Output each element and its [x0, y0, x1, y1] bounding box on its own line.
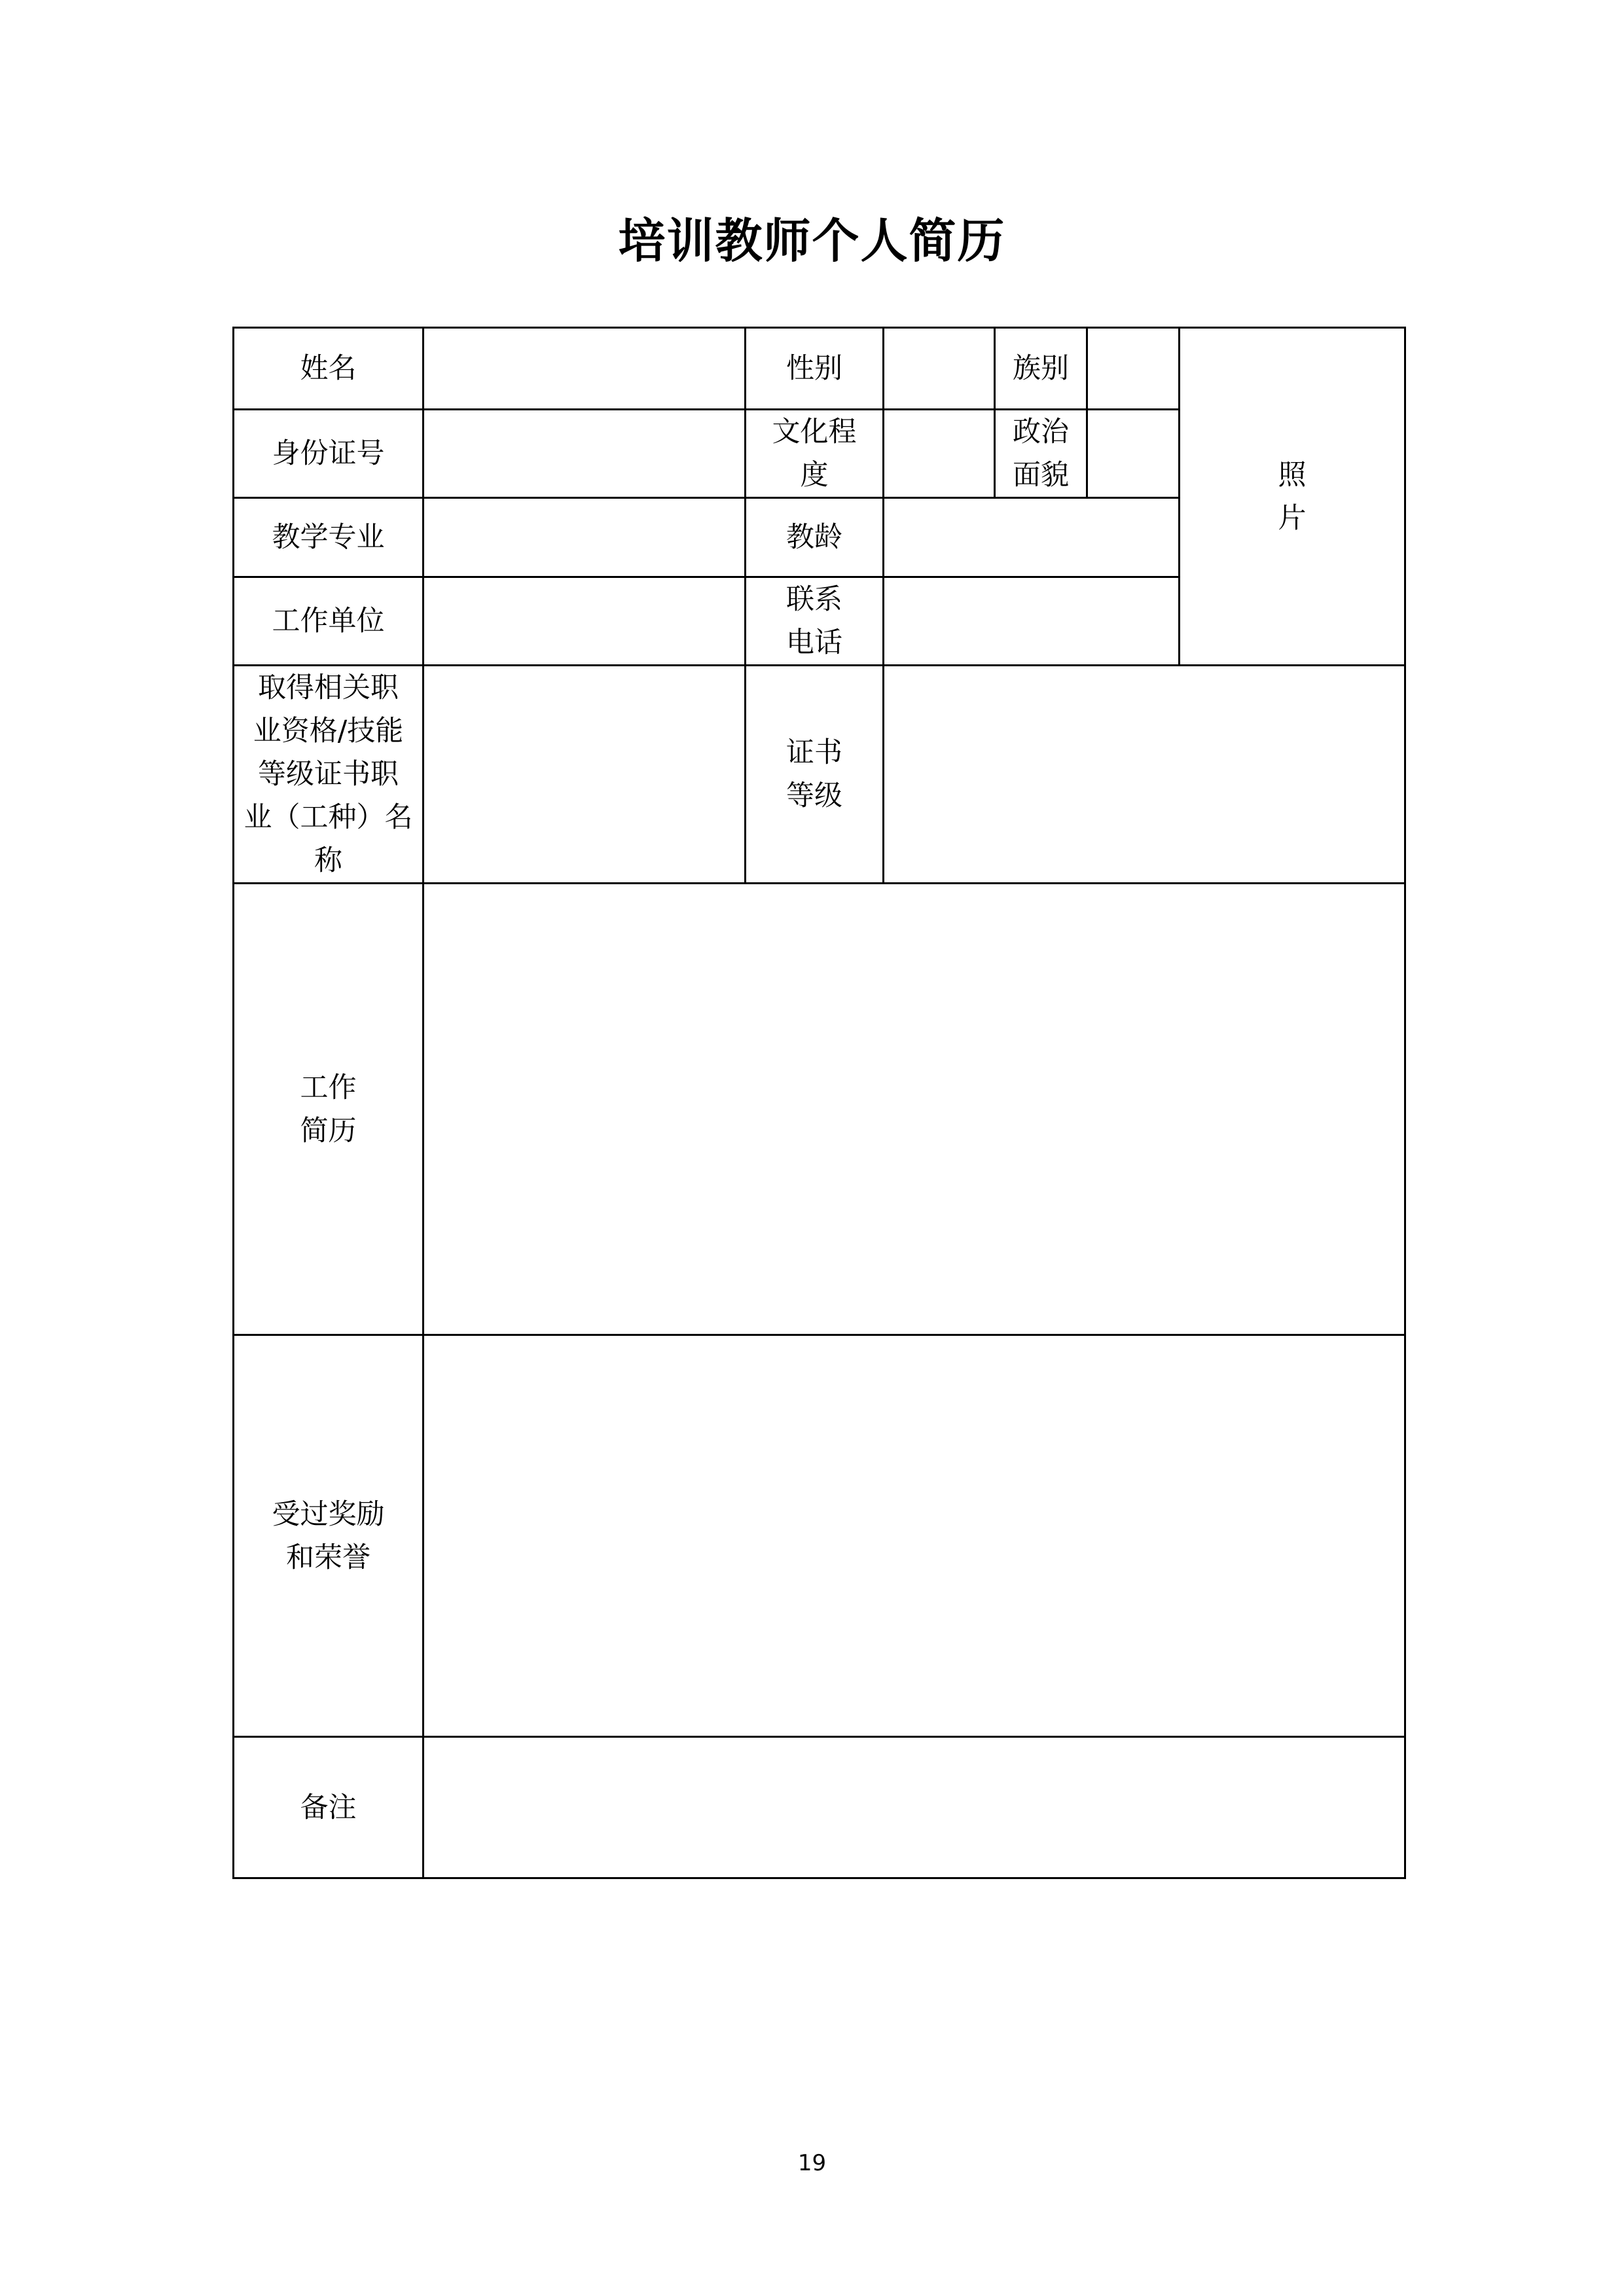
field-qualification[interactable]: [424, 666, 746, 884]
label-political: 政治 面貌: [995, 410, 1087, 498]
field-awards[interactable]: [424, 1335, 1405, 1737]
label-remarks: 备注: [234, 1737, 424, 1878]
label-phone: 联系 电话: [746, 577, 884, 666]
label-teaching-major: 教学专业: [234, 498, 424, 577]
label-work-unit: 工作单位: [234, 577, 424, 666]
photo-label-line1: 照: [1278, 458, 1307, 492]
photo-label-line2: 片: [1278, 501, 1307, 535]
resume-form-table: [232, 327, 1406, 1879]
field-remarks[interactable]: [424, 1737, 1405, 1878]
row-qualification: [234, 666, 1405, 884]
row-awards: [234, 1335, 1405, 1737]
field-political[interactable]: [1087, 410, 1180, 498]
label-ethnicity: 族别: [995, 328, 1087, 410]
label-work-resume: 工作 简历: [234, 884, 424, 1335]
label-teaching-years: 教龄: [746, 498, 884, 577]
photo-box[interactable]: [1180, 328, 1405, 666]
field-teaching-major[interactable]: [424, 498, 746, 577]
field-gender[interactable]: [884, 328, 995, 410]
field-work-unit[interactable]: [424, 577, 746, 666]
label-qualification: 取得相关职 业资格/技能 等级证书职 业（工种）名 称: [234, 666, 424, 884]
field-id-number[interactable]: [424, 410, 746, 498]
label-name: 姓名: [234, 328, 424, 410]
field-phone[interactable]: [884, 577, 1180, 666]
field-teaching-years[interactable]: [884, 498, 1180, 577]
field-name[interactable]: [424, 328, 746, 410]
label-id-number: 身份证号: [234, 410, 424, 498]
field-work-resume[interactable]: [424, 884, 1405, 1335]
row-basic-1: [234, 328, 1405, 410]
field-education[interactable]: [884, 410, 995, 498]
page-number: 19: [797, 2150, 827, 2176]
label-gender: 性别: [746, 328, 884, 410]
field-cert-level[interactable]: [884, 666, 1405, 884]
row-work-resume: [234, 884, 1405, 1335]
label-cert-level: 证书 等级: [746, 666, 884, 884]
label-education: 文化程 度: [746, 410, 884, 498]
field-ethnicity[interactable]: [1087, 328, 1180, 410]
label-awards: 受过奖励 和荣誉: [234, 1335, 424, 1737]
row-remarks: [234, 1737, 1405, 1878]
page-title: 培训教师个人简历: [618, 213, 1006, 268]
